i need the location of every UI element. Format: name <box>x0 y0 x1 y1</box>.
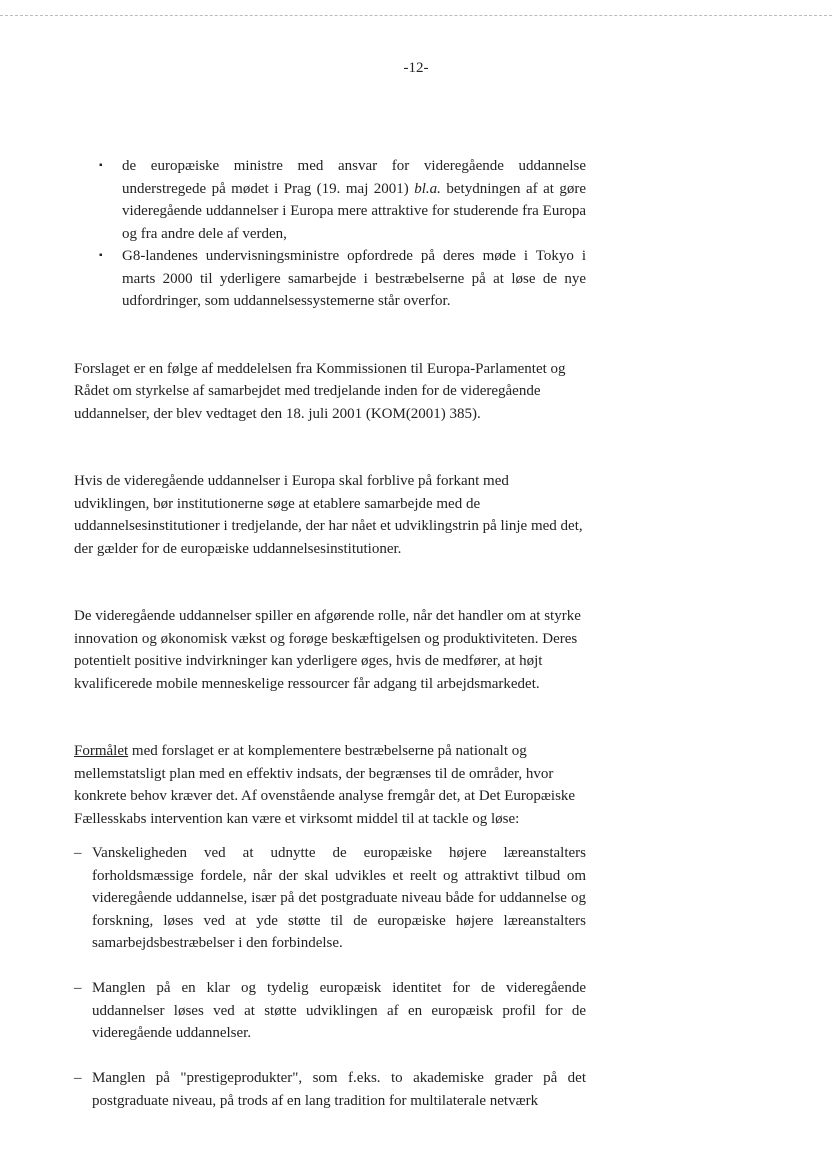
dash-marker: – <box>74 1070 82 1086</box>
bullet-list <box>74 155 586 313</box>
bullet-text: G8-landenes undervisningsministre opfordrede på deres møde i Tokyo i marts 2000 til yderligere samarbejde i bestræbelserne på at løse de nye udfordringer, som uddannelsessystemerne står overfor. <box>122 248 586 309</box>
bullet-item-prague <box>74 155 586 245</box>
bullet-text-end: betydningen af at gøre videregående uddannelser i Europa mere attraktive for studerende fra Europa og fra andre dele af verden, <box>122 180 587 242</box>
dash-item-text: Manglen på "prestigeprodukter", som f.eks. to akademiske grader på det postgraduate niveau, på trods af en lang tradition for multilaterale netværk <box>92 1070 586 1109</box>
dash-item-identity <box>74 977 586 1045</box>
top-scan-rule <box>0 15 832 16</box>
purpose-underlined-term: Formålet <box>74 743 129 759</box>
dash-item-prestige <box>74 1067 586 1112</box>
dash-marker: – <box>74 980 82 996</box>
dash-item-text: Manglen på en klar og tydelig europæisk identitet for de videregående uddannelser løses ved at støtte udviklingen af en europæisk profil for de videregående uddannelser. <box>92 980 586 1041</box>
dash-item-text: Vanskeligheden ved at udnytte de europæiske højere læreanstalters forholdsmæssige fordele, når der skal udvikles et reelt og attraktivt tilbud om videregående uddannelse, især på det postgraduate niveau både for uddannelse og forskning, løses ved at yde støtte til de europæiske højere læreanstalters samarbejdsbestræbelser i den forbindelse. <box>92 845 586 951</box>
bullet-item-g8 <box>74 245 586 313</box>
paragraph-forefront: Hvis de videregående uddannelser i Europa skal forblive på forkant med udviklingen, bør institutionerne søge at etablere samarbejde med de uddannelsesinstitutioner i tredjelande, der har nået et udviklingstrin på linje med det, der gælder for de europæiske uddannelsesinstitutioner. <box>74 473 583 557</box>
document-body <box>74 155 586 1112</box>
page-number: -12- <box>403 60 429 76</box>
square-bullet-icon: ▪ <box>99 250 103 261</box>
purpose-text: med forslaget er at komplementere bestræbelserne på nationalt og mellemstatsligt plan med en effektiv indsats, der begrænses til de områder, hvor konkrete behov kræver det. Af ovenstående analyse fremgår det, at Det Europæiske Fællesskabs intervention kan være et virksomt middel til at tackle og løse: <box>74 743 576 827</box>
paragraph-proposal-origin: Forslaget er en følge af meddelelsen fra Kommissionen til Europa-Parlamentet og Rådet om styrkelse af samarbejdet med tredjelande inden for de videregående uddannelser, der blev vedtaget den 18. juli 2001 (KOM(2001) 385). <box>74 360 566 422</box>
dash-item-advantages <box>74 842 586 955</box>
bullet-text-italic: bl.a. <box>414 180 441 197</box>
square-bullet-icon: ▪ <box>99 160 103 171</box>
paragraph-role: De videregående uddannelser spiller en afgørende rolle, når det handler om at styrke innovation og økonomisk vækst og forøge beskæftigelsen og produktiviteten. Deres potentielt positive indvirkninger kan yderligere øges, hvis de medfører, at højt kvalificerede mobile menneskelige ressourcer får adgang til arbejdsmarkedet. <box>74 608 581 692</box>
paragraph-purpose <box>74 740 586 830</box>
dash-list <box>74 842 586 1112</box>
bullet-text-start: de europæiske ministre med ansvar for videregående uddannelse understregede på mødet i Prag (19. maj 2001) <box>122 158 586 197</box>
dash-marker: – <box>74 845 82 861</box>
